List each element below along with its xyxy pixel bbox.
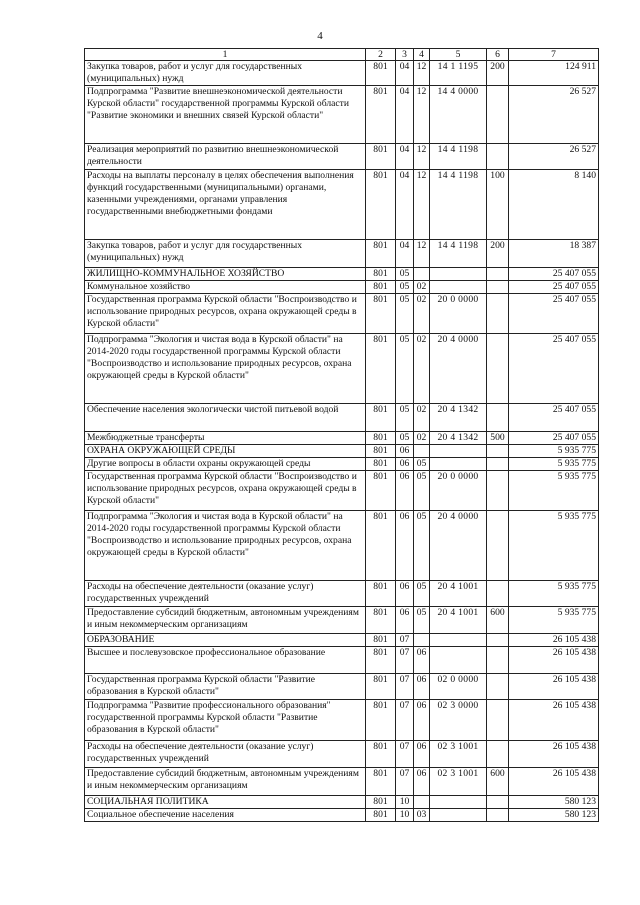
row-pr-cell: 02 bbox=[414, 404, 430, 432]
header-col-2: 2 bbox=[366, 49, 396, 61]
row-pr-cell: 05 bbox=[414, 607, 430, 634]
table-row bbox=[85, 61, 599, 86]
row-pr-cell: 02 bbox=[414, 281, 430, 294]
row-gr-cell: 801 bbox=[366, 634, 396, 647]
row-vr-cell bbox=[487, 144, 509, 170]
row-pr-cell: 03 bbox=[414, 809, 430, 822]
row-name-cell: ОБРАЗОВАНИЕ bbox=[85, 634, 366, 647]
row-rz-cell: 04 bbox=[396, 240, 414, 268]
row-pr-cell bbox=[414, 796, 430, 809]
row-name-cell: Подпрограмма "Развитие профессионального образования" государственной программы Курской области "Развитие образования в Курской области" bbox=[85, 700, 366, 741]
row-vr-cell: 600 bbox=[487, 607, 509, 634]
row-name-cell: Коммунальное хозяйство bbox=[85, 281, 366, 294]
row-rz-cell: 04 bbox=[396, 144, 414, 170]
row-target-cell: 20 4 0000 bbox=[430, 334, 487, 404]
row-vr-cell bbox=[487, 404, 509, 432]
row-sum-cell: 26 105 438 bbox=[509, 634, 599, 647]
row-sum-cell: 580 123 bbox=[509, 796, 599, 809]
table-body bbox=[85, 61, 599, 822]
row-gr-cell: 801 bbox=[366, 809, 396, 822]
row-pr-cell: 06 bbox=[414, 700, 430, 741]
row-vr-cell bbox=[487, 634, 509, 647]
row-gr-cell: 801 bbox=[366, 768, 396, 796]
row-pr-cell bbox=[414, 445, 430, 458]
row-vr-cell bbox=[487, 581, 509, 607]
table-header-row bbox=[85, 49, 599, 61]
table-row bbox=[85, 334, 599, 404]
row-gr-cell: 801 bbox=[366, 445, 396, 458]
row-rz-cell: 07 bbox=[396, 768, 414, 796]
row-name-cell: Расходы на обеспечение деятельности (оказание услуг) государственных учреждений bbox=[85, 741, 366, 768]
row-sum-cell: 18 387 bbox=[509, 240, 599, 268]
row-vr-cell bbox=[487, 471, 509, 511]
row-gr-cell: 801 bbox=[366, 170, 396, 240]
row-name-cell: Предоставление субсидий бюджетным, автономным учреждениям и иным некоммерческим организациям bbox=[85, 607, 366, 634]
row-gr-cell: 801 bbox=[366, 281, 396, 294]
row-gr-cell: 801 bbox=[366, 700, 396, 741]
row-rz-cell: 05 bbox=[396, 294, 414, 334]
row-sum-cell: 5 935 775 bbox=[509, 445, 599, 458]
row-rz-cell: 06 bbox=[396, 458, 414, 471]
table-row bbox=[85, 445, 599, 458]
row-name-cell: СОЦИАЛЬНАЯ ПОЛИТИКА bbox=[85, 796, 366, 809]
row-rz-cell: 06 bbox=[396, 471, 414, 511]
table-row bbox=[85, 700, 599, 741]
row-target-cell bbox=[430, 268, 487, 281]
row-pr-cell: 02 bbox=[414, 334, 430, 404]
row-sum-cell: 25 407 055 bbox=[509, 432, 599, 445]
row-name-cell: Реализация мероприятий по развитию внешнеэкономической деятельности bbox=[85, 144, 366, 170]
row-gr-cell: 801 bbox=[366, 432, 396, 445]
table-row bbox=[85, 170, 599, 240]
row-sum-cell: 26 105 438 bbox=[509, 768, 599, 796]
row-gr-cell: 801 bbox=[366, 86, 396, 144]
row-vr-cell bbox=[487, 809, 509, 822]
row-target-cell bbox=[430, 796, 487, 809]
row-pr-cell: 12 bbox=[414, 144, 430, 170]
row-gr-cell: 801 bbox=[366, 294, 396, 334]
row-name-cell: Государственная программа Курской области "Развитие образования в Курской области" bbox=[85, 674, 366, 700]
row-name-cell: Другие вопросы в области охраны окружающей среды bbox=[85, 458, 366, 471]
table-row bbox=[85, 607, 599, 634]
row-name-cell: Государственная программа Курской области "Воспроизводство и использование природных ресурсов, охрана окружающей среды в Курской области" bbox=[85, 294, 366, 334]
row-name-cell: Расходы на обеспечение деятельности (оказание услуг) государственных учреждений bbox=[85, 581, 366, 607]
table-row bbox=[85, 294, 599, 334]
header-col-6: 6 bbox=[487, 49, 509, 61]
row-target-cell: 14 4 1198 bbox=[430, 240, 487, 268]
row-target-cell bbox=[430, 458, 487, 471]
row-target-cell: 14 4 1198 bbox=[430, 144, 487, 170]
row-vr-cell bbox=[487, 511, 509, 581]
row-gr-cell: 801 bbox=[366, 471, 396, 511]
row-gr-cell: 801 bbox=[366, 268, 396, 281]
table-row bbox=[85, 796, 599, 809]
row-sum-cell: 26 527 bbox=[509, 86, 599, 144]
row-pr-cell: 05 bbox=[414, 581, 430, 607]
table-row bbox=[85, 471, 599, 511]
row-rz-cell: 10 bbox=[396, 796, 414, 809]
row-name-cell: Закупка товаров, работ и услуг для государственных (муниципальных) нужд bbox=[85, 240, 366, 268]
row-sum-cell: 8 140 bbox=[509, 170, 599, 240]
row-sum-cell: 26 105 438 bbox=[509, 674, 599, 700]
table-row bbox=[85, 144, 599, 170]
row-vr-cell bbox=[487, 86, 509, 144]
table-row bbox=[85, 809, 599, 822]
row-pr-cell: 12 bbox=[414, 61, 430, 86]
row-name-cell: Предоставление субсидий бюджетным, автономным учреждениям и иным некоммерческим организациям bbox=[85, 768, 366, 796]
row-gr-cell: 801 bbox=[366, 581, 396, 607]
row-pr-cell: 12 bbox=[414, 86, 430, 144]
row-rz-cell: 05 bbox=[396, 281, 414, 294]
row-sum-cell: 26 105 438 bbox=[509, 647, 599, 674]
header-col-7: 7 bbox=[509, 49, 599, 61]
row-sum-cell: 26 105 438 bbox=[509, 741, 599, 768]
budget-table bbox=[84, 48, 599, 822]
row-target-cell: 02 0 0000 bbox=[430, 674, 487, 700]
row-vr-cell bbox=[487, 674, 509, 700]
row-sum-cell: 124 911 bbox=[509, 61, 599, 86]
row-pr-cell: 06 bbox=[414, 741, 430, 768]
row-target-cell bbox=[430, 634, 487, 647]
row-rz-cell: 07 bbox=[396, 741, 414, 768]
row-rz-cell: 04 bbox=[396, 61, 414, 86]
row-name-cell: ЖИЛИЩНО-КОММУНАЛЬНОЕ ХОЗЯЙСТВО bbox=[85, 268, 366, 281]
row-pr-cell: 06 bbox=[414, 768, 430, 796]
row-rz-cell: 05 bbox=[396, 432, 414, 445]
row-name-cell: Межбюджетные трансферты bbox=[85, 432, 366, 445]
table-row bbox=[85, 674, 599, 700]
row-gr-cell: 801 bbox=[366, 607, 396, 634]
row-vr-cell bbox=[487, 281, 509, 294]
row-vr-cell bbox=[487, 458, 509, 471]
table-row bbox=[85, 268, 599, 281]
row-rz-cell: 07 bbox=[396, 647, 414, 674]
row-sum-cell: 25 407 055 bbox=[509, 281, 599, 294]
row-sum-cell: 5 935 775 bbox=[509, 607, 599, 634]
row-gr-cell: 801 bbox=[366, 511, 396, 581]
row-rz-cell: 07 bbox=[396, 700, 414, 741]
row-rz-cell: 07 bbox=[396, 674, 414, 700]
row-vr-cell bbox=[487, 647, 509, 674]
row-target-cell: 14 4 0000 bbox=[430, 86, 487, 144]
table-row bbox=[85, 647, 599, 674]
row-sum-cell: 25 407 055 bbox=[509, 294, 599, 334]
row-target-cell: 20 4 1342 bbox=[430, 432, 487, 445]
row-gr-cell: 801 bbox=[366, 741, 396, 768]
table-row bbox=[85, 281, 599, 294]
row-vr-cell bbox=[487, 334, 509, 404]
row-pr-cell: 12 bbox=[414, 240, 430, 268]
row-target-cell: 14 1 1195 bbox=[430, 61, 487, 86]
table-row bbox=[85, 511, 599, 581]
row-sum-cell: 580 123 bbox=[509, 809, 599, 822]
row-sum-cell: 5 935 775 bbox=[509, 458, 599, 471]
row-target-cell: 20 0 0000 bbox=[430, 471, 487, 511]
row-target-cell: 02 3 0000 bbox=[430, 700, 487, 741]
row-sum-cell: 5 935 775 bbox=[509, 471, 599, 511]
header-col-3: 3 bbox=[396, 49, 414, 61]
row-vr-cell bbox=[487, 741, 509, 768]
header-col-1: 1 bbox=[85, 49, 366, 61]
table-row bbox=[85, 741, 599, 768]
row-name-cell: Расходы на выплаты персоналу в целях обеспечения выполнения функций государственными (муниципальными) органами, казенными учреждениями, органами управления государственными внебюджетными фондами bbox=[85, 170, 366, 240]
table-row bbox=[85, 768, 599, 796]
row-gr-cell: 801 bbox=[366, 61, 396, 86]
row-target-cell: 02 3 1001 bbox=[430, 741, 487, 768]
row-target-cell bbox=[430, 281, 487, 294]
table-row bbox=[85, 404, 599, 432]
row-rz-cell: 06 bbox=[396, 445, 414, 458]
row-name-cell: Обеспечение населения экологически чистой питьевой водой bbox=[85, 404, 366, 432]
row-name-cell: Закупка товаров, работ и услуг для государственных (муниципальных) нужд bbox=[85, 61, 366, 86]
row-sum-cell: 26 105 438 bbox=[509, 700, 599, 741]
row-pr-cell: 06 bbox=[414, 647, 430, 674]
row-rz-cell: 10 bbox=[396, 809, 414, 822]
row-gr-cell: 801 bbox=[366, 334, 396, 404]
row-vr-cell bbox=[487, 294, 509, 334]
row-vr-cell: 500 bbox=[487, 432, 509, 445]
row-target-cell: 20 4 0000 bbox=[430, 511, 487, 581]
row-vr-cell: 200 bbox=[487, 240, 509, 268]
row-gr-cell: 801 bbox=[366, 144, 396, 170]
row-pr-cell: 02 bbox=[414, 432, 430, 445]
row-target-cell: 14 4 1198 bbox=[430, 170, 487, 240]
row-gr-cell: 801 bbox=[366, 404, 396, 432]
row-rz-cell: 06 bbox=[396, 511, 414, 581]
row-rz-cell: 05 bbox=[396, 268, 414, 281]
row-rz-cell: 05 bbox=[396, 334, 414, 404]
row-sum-cell: 25 407 055 bbox=[509, 334, 599, 404]
row-pr-cell bbox=[414, 634, 430, 647]
table-row bbox=[85, 581, 599, 607]
row-name-cell: Подпрограмма "Экология и чистая вода в Курской области" на 2014-2020 годы государственной программы Курской области "Воспроизводство и использование природных ресурсов, охрана окружающей среды в Курской области" bbox=[85, 334, 366, 404]
row-rz-cell: 04 bbox=[396, 86, 414, 144]
row-gr-cell: 801 bbox=[366, 240, 396, 268]
table-row bbox=[85, 240, 599, 268]
row-target-cell bbox=[430, 445, 487, 458]
row-gr-cell: 801 bbox=[366, 796, 396, 809]
row-name-cell: ОХРАНА ОКРУЖАЮЩЕЙ СРЕДЫ bbox=[85, 445, 366, 458]
row-rz-cell: 07 bbox=[396, 634, 414, 647]
row-target-cell: 20 4 1001 bbox=[430, 581, 487, 607]
row-name-cell: Подпрограмма "Экология и чистая вода в Курской области" на 2014-2020 годы государственной программы Курской области "Воспроизводство и использование природных ресурсов, охрана окружающей среды в Курской области" bbox=[85, 511, 366, 581]
row-vr-cell bbox=[487, 445, 509, 458]
row-pr-cell: 02 bbox=[414, 294, 430, 334]
row-pr-cell: 05 bbox=[414, 471, 430, 511]
row-pr-cell: 05 bbox=[414, 458, 430, 471]
row-gr-cell: 801 bbox=[366, 674, 396, 700]
row-rz-cell: 06 bbox=[396, 581, 414, 607]
table-row bbox=[85, 458, 599, 471]
row-vr-cell: 200 bbox=[487, 61, 509, 86]
row-target-cell bbox=[430, 647, 487, 674]
row-gr-cell: 801 bbox=[366, 458, 396, 471]
table-row bbox=[85, 634, 599, 647]
row-name-cell: Высшее и послевузовское профессиональное образование bbox=[85, 647, 366, 674]
row-rz-cell: 05 bbox=[396, 404, 414, 432]
row-gr-cell: 801 bbox=[366, 647, 396, 674]
row-sum-cell: 25 407 055 bbox=[509, 404, 599, 432]
row-vr-cell: 600 bbox=[487, 768, 509, 796]
row-pr-cell: 05 bbox=[414, 511, 430, 581]
header-col-4: 4 bbox=[414, 49, 430, 61]
row-vr-cell bbox=[487, 268, 509, 281]
row-sum-cell: 25 407 055 bbox=[509, 268, 599, 281]
row-name-cell: Социальное обеспечение населения bbox=[85, 809, 366, 822]
row-vr-cell: 100 bbox=[487, 170, 509, 240]
row-sum-cell: 26 527 bbox=[509, 144, 599, 170]
row-pr-cell: 06 bbox=[414, 674, 430, 700]
row-name-cell: Государственная программа Курской области "Воспроизводство и использование природных ресурсов, охрана окружающей среды в Курской области" bbox=[85, 471, 366, 511]
row-target-cell: 20 4 1342 bbox=[430, 404, 487, 432]
table-row bbox=[85, 432, 599, 445]
table-row bbox=[85, 86, 599, 144]
row-sum-cell: 5 935 775 bbox=[509, 511, 599, 581]
row-rz-cell: 04 bbox=[396, 170, 414, 240]
row-rz-cell: 06 bbox=[396, 607, 414, 634]
header-col-5: 5 bbox=[430, 49, 487, 61]
row-target-cell: 20 0 0000 bbox=[430, 294, 487, 334]
row-target-cell: 02 3 1001 bbox=[430, 768, 487, 796]
row-target-cell: 20 4 1001 bbox=[430, 607, 487, 634]
row-pr-cell bbox=[414, 268, 430, 281]
row-vr-cell bbox=[487, 796, 509, 809]
row-vr-cell bbox=[487, 700, 509, 741]
row-target-cell bbox=[430, 809, 487, 822]
row-sum-cell: 5 935 775 bbox=[509, 581, 599, 607]
row-name-cell: Подпрограмма "Развитие внешнеэкономической деятельности Курской области" государственной программы Курской области "Развитие экономики и внешних связей Курской области" bbox=[85, 86, 366, 144]
row-pr-cell: 12 bbox=[414, 170, 430, 240]
page-number: 4 bbox=[317, 30, 323, 42]
